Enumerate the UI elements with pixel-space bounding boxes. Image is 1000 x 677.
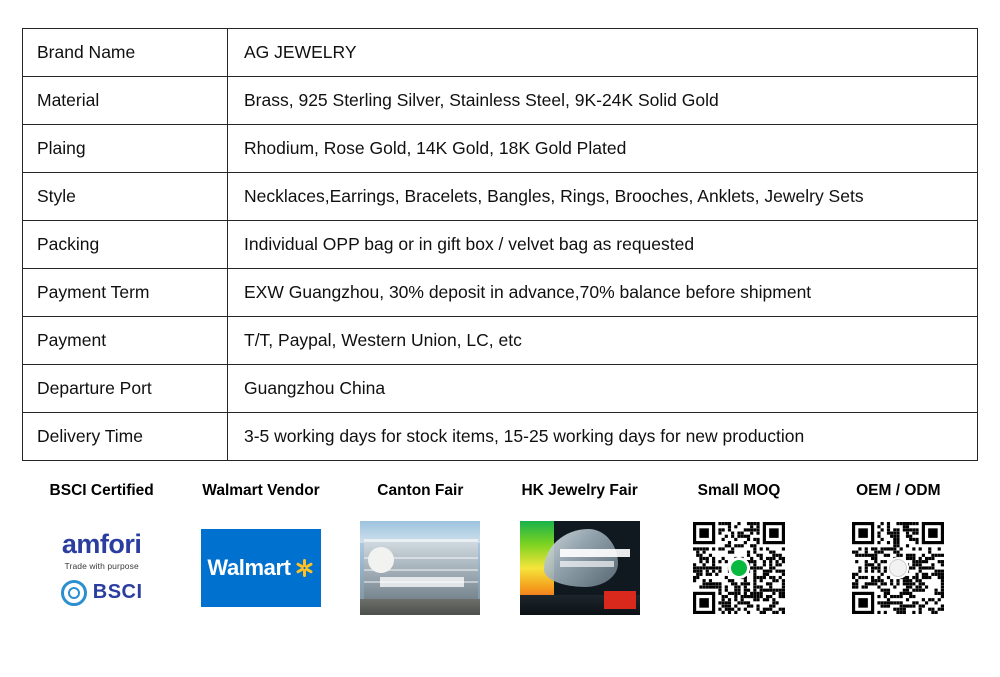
badge-title: OEM / ODM bbox=[856, 482, 941, 499]
whatsapp-icon bbox=[889, 559, 907, 577]
badge-title: HK Jewelry Fair bbox=[521, 482, 638, 499]
certification-badges-row bbox=[22, 482, 978, 618]
badge-title: Small MOQ bbox=[697, 482, 781, 499]
wechat-icon bbox=[731, 560, 747, 576]
spec-value: Brass, 925 Sterling Silver, Stainless Steel, 9K-24K Solid Gold bbox=[228, 77, 978, 125]
show-subtitle-signage bbox=[560, 561, 614, 567]
table-row bbox=[23, 317, 978, 365]
badge-oem-odm bbox=[819, 482, 978, 618]
table-row bbox=[23, 221, 978, 269]
spec-label: Departure Port bbox=[23, 365, 228, 413]
specifications-table bbox=[22, 28, 978, 461]
walmart-wordmark: Walmart bbox=[207, 555, 291, 580]
walmart-logo bbox=[201, 518, 321, 618]
spec-label: Brand Name bbox=[23, 29, 228, 77]
spec-value: Rhodium, Rose Gold, 14K Gold, 18K Gold Plated bbox=[228, 125, 978, 173]
canton-fair-photo bbox=[360, 518, 480, 618]
venue-signage bbox=[380, 577, 464, 587]
spec-value: Individual OPP bag or in gift box / velvet bag as requested bbox=[228, 221, 978, 269]
spec-value: EXW Guangzhou, 30% deposit in advance,70% balance before shipment bbox=[228, 269, 978, 317]
bsci-wordmark: BSCI bbox=[92, 581, 143, 603]
bsci-logo bbox=[61, 580, 143, 606]
spec-label: Payment Term bbox=[23, 269, 228, 317]
spec-label: Plaing bbox=[23, 125, 228, 173]
bsci-rings-icon bbox=[61, 580, 87, 606]
table-row bbox=[23, 173, 978, 221]
table-row bbox=[23, 125, 978, 173]
spec-value: Necklaces,Earrings, Bracelets, Bangles, Rings, Brooches, Anklets, Jewelry Sets bbox=[228, 173, 978, 221]
badge-bsci-certified bbox=[22, 482, 181, 618]
spec-value: 3-5 working days for stock items, 15-25 working days for new production bbox=[228, 413, 978, 461]
hk-jewelry-show-photo bbox=[520, 518, 640, 618]
spec-value: T/T, Paypal, Western Union, LC, etc bbox=[228, 317, 978, 365]
amfori-wordmark: amfori bbox=[61, 528, 142, 559]
hk-jewelry-show-image bbox=[520, 521, 640, 615]
walmart-spark-icon bbox=[295, 558, 315, 578]
badge-canton-fair bbox=[341, 482, 500, 618]
spec-label: Delivery Time bbox=[23, 413, 228, 461]
walmart-logo-tile bbox=[201, 529, 321, 607]
badge-hk-jewelry-fair bbox=[500, 482, 659, 618]
spec-label: Packing bbox=[23, 221, 228, 269]
table-row bbox=[23, 365, 978, 413]
table-row bbox=[23, 269, 978, 317]
qr-code-image bbox=[693, 522, 785, 614]
table-row bbox=[23, 413, 978, 461]
ground-area bbox=[360, 599, 480, 615]
qr-code-image bbox=[852, 522, 944, 614]
badge-walmart-vendor bbox=[181, 482, 340, 618]
spec-value: Guangzhou China bbox=[228, 365, 978, 413]
qr-center-logo bbox=[728, 557, 750, 579]
exhibition-sign bbox=[604, 591, 636, 609]
wechat-qr-code bbox=[679, 518, 799, 618]
table-row bbox=[23, 77, 978, 125]
spec-label: Style bbox=[23, 173, 228, 221]
badge-title: BSCI Certified bbox=[49, 482, 154, 499]
table-row bbox=[23, 29, 978, 77]
spec-value: AG JEWELRY bbox=[228, 29, 978, 77]
show-title-signage bbox=[560, 549, 630, 557]
amfori-tagline: Trade with purpose bbox=[64, 560, 139, 571]
badge-small-moq bbox=[659, 482, 818, 618]
amfori-logo bbox=[42, 520, 162, 616]
spec-table-body bbox=[23, 29, 978, 461]
amfori-bsci-logo bbox=[42, 518, 162, 618]
spec-label: Payment bbox=[23, 317, 228, 365]
canton-fair-venue-image bbox=[360, 521, 480, 615]
badge-title: Canton Fair bbox=[377, 482, 464, 499]
sail-structure bbox=[544, 529, 618, 587]
spec-label: Material bbox=[23, 77, 228, 125]
badge-title: Walmart Vendor bbox=[202, 482, 320, 499]
whatsapp-qr-code bbox=[838, 518, 958, 618]
